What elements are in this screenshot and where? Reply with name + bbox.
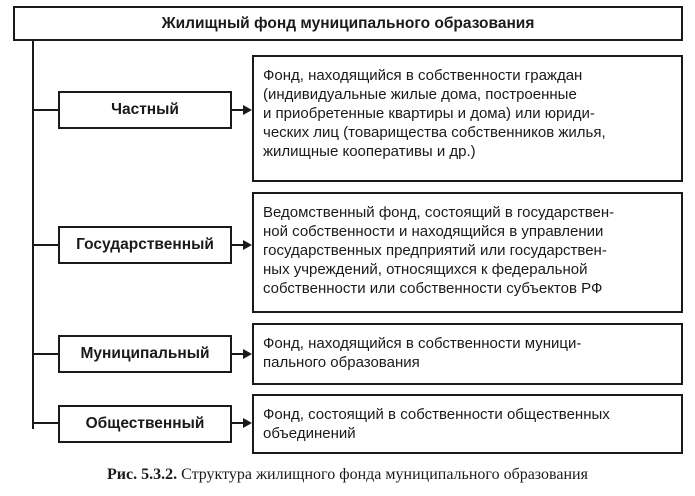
category-private: Частный — [58, 91, 232, 129]
trunk-connector — [32, 41, 34, 429]
description-line: Ведомственный фонд, состоящий в государствен- — [263, 204, 615, 221]
category-public: Общественный — [58, 405, 232, 443]
description-state — [252, 192, 683, 313]
description-line: объединений — [263, 425, 356, 442]
description-line: Фонд, находящийся в собственности муници- — [263, 335, 582, 352]
branch-connector-state — [32, 244, 58, 246]
description-private — [252, 55, 683, 182]
description-public — [252, 394, 683, 454]
branch-connector-public — [32, 422, 58, 424]
arrow-head-state — [243, 240, 252, 250]
category-municipal: Муниципальный — [58, 335, 232, 373]
branch-connector-private — [32, 109, 58, 111]
description-line: государственных предприятий или государствен- — [263, 242, 607, 259]
description-line: ных учреждений, относящихся к федеральной — [263, 261, 588, 278]
diagram-title: Жилищный фонд муниципального образования — [13, 6, 683, 41]
description-line: пального образования — [263, 354, 420, 371]
category-state: Государственный — [58, 226, 232, 264]
description-line: Фонд, находящийся в собственности граждан — [263, 67, 583, 84]
arrow-head-public — [243, 418, 252, 428]
arrow-head-private — [243, 105, 252, 115]
description-municipal — [252, 323, 683, 385]
description-line: ной собственности и находящийся в управлении — [263, 223, 604, 240]
description-line: собственности или собственности субъектов РФ — [263, 280, 603, 297]
description-line: жилищные кооперативы и др.) — [263, 143, 476, 160]
description-line: ческих лиц (товарищества собственников жилья, — [263, 124, 606, 141]
description-line: (индивидуальные жилые дома, построенные — [263, 86, 577, 103]
arrow-head-municipal — [243, 349, 252, 359]
description-line: и приобретенные квартиры и дома) или юриди- — [263, 105, 595, 122]
caption-text: Структура жилищного фонда муниципального образования — [181, 466, 588, 483]
figure-number: Рис. 5.3.2. — [107, 466, 178, 483]
branch-connector-municipal — [32, 353, 58, 355]
figure-caption — [0, 466, 695, 484]
description-line: Фонд, состоящий в собственности общественных — [263, 406, 610, 423]
